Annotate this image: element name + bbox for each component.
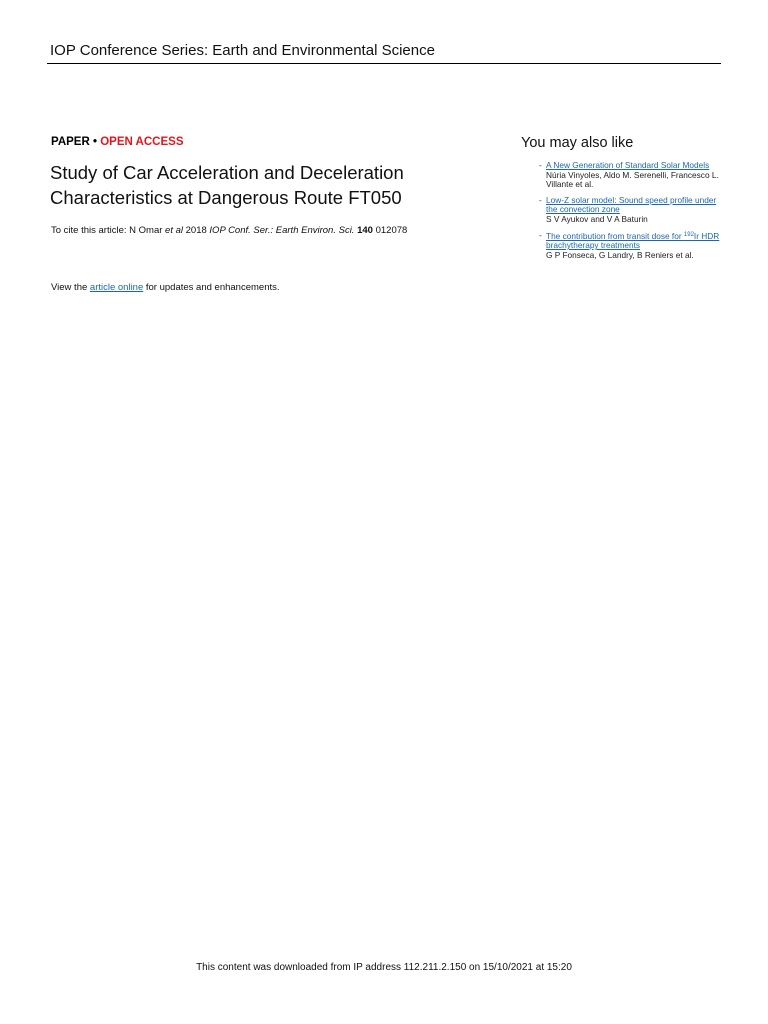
- related-article-link[interactable]: A New Generation of Standard Solar Models: [546, 160, 710, 170]
- related-article-item: [521, 231, 721, 261]
- related-article-item: [521, 196, 721, 225]
- journal-series-title: IOP Conference Series: Earth and Environmental Science: [50, 42, 435, 59]
- related-article-item: [521, 161, 721, 190]
- related-article-authors: Núria Vinyoles, Aldo M. Serenelli, Francesco L. Villante et al.: [546, 169, 719, 190]
- citation-volume: 140: [357, 225, 373, 236]
- related-articles-sidebar: [521, 135, 721, 266]
- article-title: Study of Car Acceleration and Deceleration Characteristics at Dangerous Route FT050: [50, 162, 404, 208]
- sidebar-heading: You may also like: [521, 135, 634, 151]
- view-prefix: View the: [51, 282, 90, 293]
- paper-access-line: [51, 136, 184, 148]
- paper-type-label: PAPER: [51, 136, 90, 148]
- label-separator: •: [89, 136, 101, 148]
- citation-article-number: 012078: [372, 225, 408, 236]
- citation-journal: IOP Conf. Ser.: Earth Environ. Sci.: [209, 225, 355, 236]
- link-title-end: Ir HDR brachytherapy treatments: [546, 230, 720, 251]
- related-article-authors: G P Fonseca, G Landry, B Reniers et al.: [546, 249, 694, 260]
- isotope-superscript: 192: [683, 231, 694, 238]
- open-access-label: OPEN ACCESS: [100, 136, 184, 148]
- link-title-start: The contribution from transit dose for: [546, 230, 684, 241]
- list-dash: -: [539, 229, 542, 240]
- list-dash: -: [539, 194, 542, 205]
- view-suffix: for updates and enhancements.: [143, 282, 280, 293]
- related-article-authors: S V Ayukov and V A Baturin: [546, 213, 648, 224]
- citation-line: [51, 225, 407, 236]
- citation-etal: et al: [165, 225, 183, 236]
- citation-prefix: To cite this article: N Omar: [51, 225, 166, 236]
- article-online-link[interactable]: article online: [89, 282, 144, 293]
- citation-year: 2018: [183, 225, 210, 236]
- list-dash: -: [539, 160, 542, 170]
- related-article-link[interactable]: [546, 231, 719, 251]
- download-footer: This content was downloaded from IP address 112.211.2.150 on 15/10/2021 at 15:20: [196, 962, 572, 973]
- view-online-line: [51, 282, 280, 293]
- related-article-link[interactable]: Low-Z solar model: Sound speed profile under the convection zone: [546, 194, 717, 215]
- header-divider: [47, 63, 721, 64]
